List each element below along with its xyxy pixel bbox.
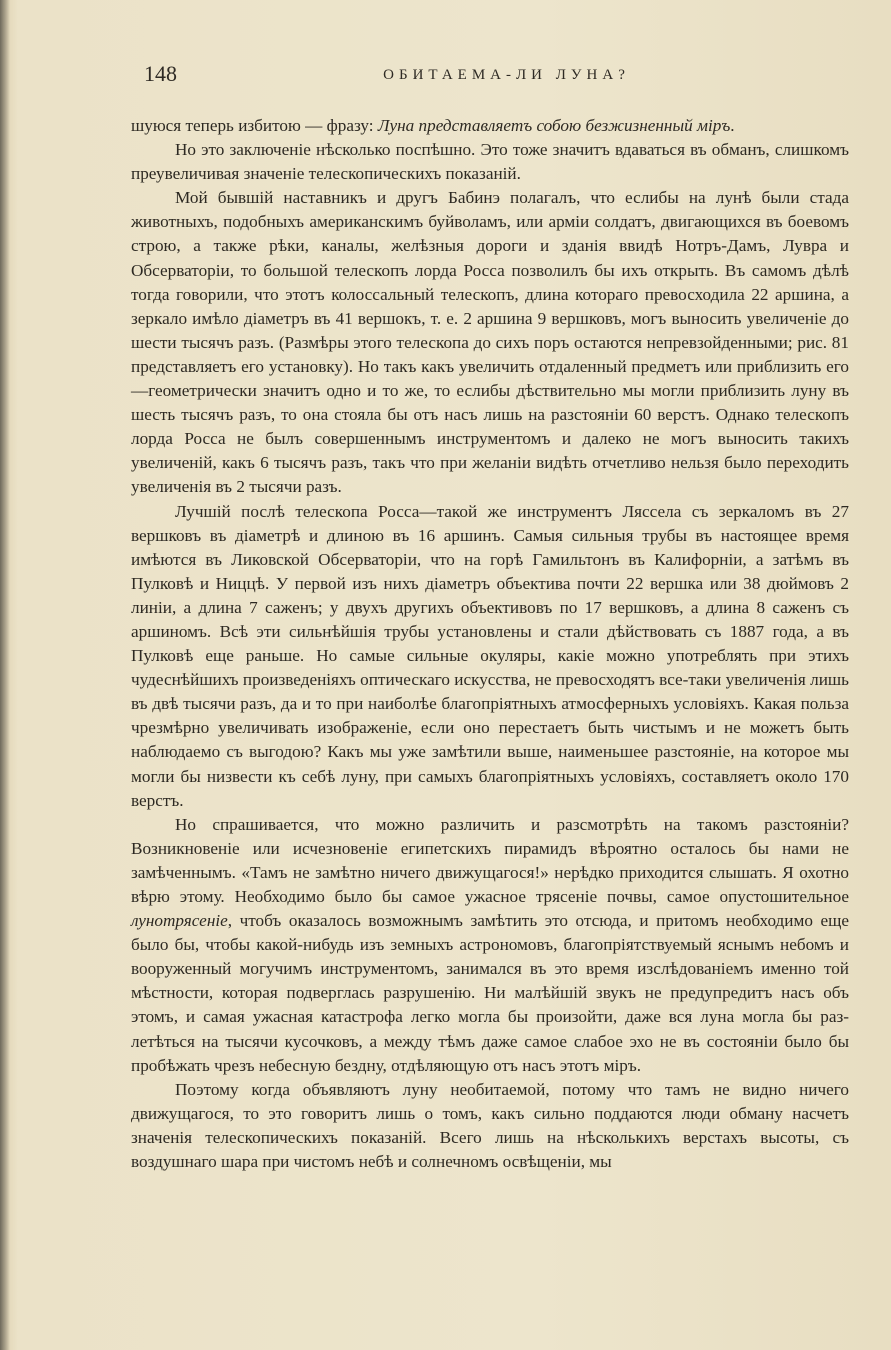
paragraph-text: , чтобъ оказалось возможнымъ замѣтить это отсюда, и притомъ необходимо еще было бы, чтобы какой-нибудь изъ земныхъ астрономовъ, благопріятствуемый яснымъ небомъ и вооруженный могучимъ инструментомъ, занимался въ это время изслѣдованіемъ именно той мѣстности, которая подверглась разрушенію. Ни малѣйшій звукъ не предупредитъ насъ объ этомъ, и самая ужасная катастрофа легко могла бы произойти, даже вся луна могла бы разлетѣться на тысячи кусочковъ, а между тѣмъ даже самое слабое эхо не въ состояніи было бы пробѣжать чрезъ небесную бездну, отдѣляющую отъ насъ этотъ міръ. bbox=[131, 911, 849, 1075]
paragraph bbox=[131, 813, 849, 1078]
page-header bbox=[144, 58, 839, 90]
paragraph-text: . bbox=[730, 116, 735, 135]
paragraph: Лучшій послѣ телескопа Росса—такой же инструментъ Ляссела съ зеркаломъ въ 27 вершковъ въ діаметрѣ и длиною въ 16 аршинъ. Самыя сильныя трубы въ настоящее время имѣются въ Ликовской Обсерваторіи, что на горѣ Гамильтонъ въ Калифорніи, а затѣмъ въ Пулковѣ и Ниццѣ. У первой изъ нихъ діаметръ объектива почти 22 вершка или 38 дюймовъ 2 линіи, а длина 7 саженъ; у двухъ другихъ объективовъ по 17 вершковъ, а длина 8 саженъ съ аршиномъ. Всѣ эти сильнѣйшія трубы установлены и стали дѣйствовать съ 1887 года, а въ Пулковѣ еще раньше. Но самые сильные окуляры, какіе можно употреблять при этихъ чудеснѣйшихъ произведеніяхъ оптическаго искусства, не превосходятъ все-таки увеличенія лишь въ двѣ тысячи разъ, да и то при наиболѣе благопріятныхъ атмосферныхъ условіяхъ. Какая польза чрезмѣрно увеличивать изображеніе, если оно перестаетъ быть чистымъ и не можетъ быть наблюдаемо съ выгодою? Какъ мы уже замѣтили выше, наименьшее разстояніе, на которое мы могли бы низвести къ себѣ луну, при самыхъ благопріятныхъ условіяхъ, составляетъ около 170 верстъ. bbox=[131, 501, 849, 810]
paragraph: Поэтому когда объявляютъ луну необитаемой, потому что тамъ не видно ничего движущагося, то это говоритъ лишь о томъ, какъ сильно поддаются люди обману насчетъ значенія телескопическихъ показаній. Всего лишь на нѣсколькихъ верстахъ высоты, съ воздушнаго шара при чистомъ небѣ и солнечномъ освѣщеніи, мы bbox=[131, 1079, 849, 1172]
paragraph-text: Но спрашивается, что можно различить и разсмотрѣть на такомъ разстояніи? Возникновеніе или исчезновеніе египетскихъ пирамидъ вѣроятно осталось бы нами не замѣченнымъ. «Тамъ не замѣтно ничего движущагося!» нерѣдко приходится слышать. Я охотно вѣрю этому. Необходимо было бы самое ужасное трясеніе почвы, самое опустошительное bbox=[131, 814, 849, 906]
paragraph: Но это заключеніе нѣсколько поспѣшно. Это тоже значитъ вдаваться въ обманъ, слишкомъ преувеличивая значеніе телескопическихъ показаній. bbox=[131, 140, 849, 184]
body-text bbox=[131, 114, 849, 1174]
paragraph-continuation bbox=[131, 114, 849, 138]
page-gutter-shadow bbox=[0, 0, 10, 1350]
emphasis-text: лунотрясеніе bbox=[131, 911, 228, 931]
page-number: 148 bbox=[144, 61, 177, 86]
paragraph: Мой бывшій наставникъ и другъ Бабинэ полагалъ, что еслибы на лунѣ были стада животныхъ, подобныхъ американскимъ буйволамъ, или арміи солдатъ, двигающихся въ боевомъ строю, а также рѣки, каналы, желѣзныя дороги и зданія ввидѣ Нотръ-Дамъ, Лувра и Обсерваторіи, то большой телескопъ лорда Росса позволилъ бы ихъ открыть. Въ самомъ дѣлѣ тогда говорили, что этотъ колоссальный телескопъ, длина котораго превосходила 22 аршина, а зеркало имѣло діаметръ въ 41 вершокъ, т. е. 2 аршина 9 вершковъ, могъ выносить увеличеніе до шести тысячъ разъ. (Размѣры этого телескопа до сихъ поръ остаются непревзойденными; рис. 81 представляетъ его установку). Но такъ какъ увеличить отдаленный предметъ или приблизить его—геометрически значитъ одно и то же, то еслибы дѣствительно мы могли приблизить луну въ шесть тысячъ разъ, то она стояла бы отъ насъ лишь на разстояніи 60 верстъ. Однако телескопъ лорда Росса не былъ совершеннымъ инструментомъ и далеко не могъ выносить такихъ увеличеній, какъ 6 тысячъ разъ, такъ что при желаніи видѣть отчетливо нельзя было переходить увеличенія въ 2 тысячи разъ. bbox=[131, 188, 849, 497]
running-title: ОБИТАЕМА-ЛИ ЛУНА? bbox=[383, 67, 630, 83]
emphasis-text: Луна представляетъ собою безжизненный міръ bbox=[377, 116, 731, 135]
paragraph-text: шуюся теперь избитою — фразу: bbox=[131, 116, 378, 135]
